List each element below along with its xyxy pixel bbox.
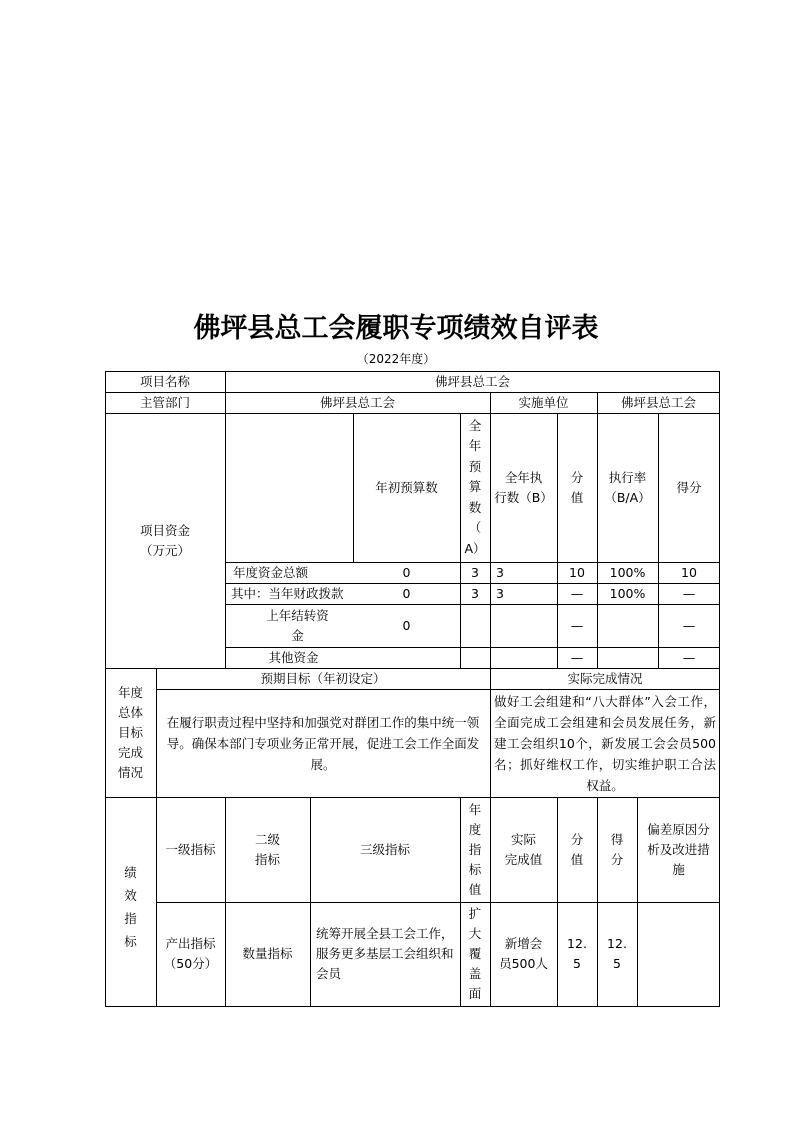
funds-row-rate: [597, 604, 658, 647]
header-level3: 三级指标: [359, 841, 410, 857]
funds-row-label: 上年结转资 金: [266, 607, 329, 643]
funds-row-score-value: —: [570, 617, 584, 633]
indicator-deviation: [637, 902, 720, 1006]
indicator-level1: 产出指标 （50分）: [163, 936, 218, 971]
funds-row-annual: 3: [471, 585, 479, 601]
funds-row-annual: 3: [471, 564, 479, 580]
implementing-unit-label: 实施单位: [518, 394, 569, 410]
funds-row-score: —: [682, 617, 696, 633]
indicator-annual-target: 扩 大 覆 盖 面: [468, 906, 482, 1001]
expected-goal-header: 预期目标（年初设定）: [260, 670, 386, 686]
funds-label: 项目资金 （万元）: [139, 522, 190, 558]
indicator-score: 12. 5: [607, 936, 627, 971]
year-label: （2022年度）: [356, 352, 436, 366]
indicator-actual-value: 新增会 员500人: [499, 936, 548, 971]
funds-row-score-value: 10: [569, 564, 585, 580]
indicators-label: 绩 效 指 标: [124, 864, 137, 949]
header-annual-budget: 全 年 预 算 数 （ A）: [464, 417, 486, 556]
funds-row-executed: [490, 647, 557, 668]
funds-row-executed: [490, 604, 557, 647]
funds-row-score: 10: [681, 564, 697, 580]
header-score: 得分: [676, 479, 702, 495]
goals-label: 年度 总体 目标 完成 情况: [117, 684, 143, 780]
header-indicator-score: 得 分: [610, 831, 624, 867]
funds-row-rate: 100%: [609, 564, 646, 580]
project-name-label: 项目名称: [139, 373, 190, 389]
header-deviation: 偏差原因分 析及改进措 施: [647, 821, 710, 877]
funds-row-score-value: —: [570, 649, 584, 665]
funds-row-label: 其中：当年财政拨款: [231, 585, 344, 601]
funds-row-initial: [353, 647, 460, 668]
funds-row-label: 年度资金总额: [233, 564, 309, 580]
funds-row-initial: 0: [402, 585, 411, 601]
funds-row-executed: 3: [496, 564, 504, 580]
header-executed: 全年执 行数（B）: [494, 469, 553, 505]
funds-row-annual: [460, 647, 490, 668]
header-exec-rate: 执行率 （B/A）: [604, 469, 651, 505]
funds-row-score-value: —: [570, 585, 584, 601]
funds-row-score: —: [682, 585, 696, 601]
department-label: 主管部门: [139, 394, 190, 410]
funds-row-score: —: [682, 649, 696, 665]
funds-row-initial: 0: [402, 564, 411, 580]
funds-row-annual: [460, 604, 490, 647]
actual-result-header: 实际完成情况: [567, 670, 643, 686]
funds-row-label: 其他资金: [268, 649, 319, 665]
header-actual-value: 实际 完成值: [504, 831, 543, 867]
implementing-unit-value: 佛坪县总工会: [620, 394, 696, 410]
funds-row-rate: 100%: [609, 585, 646, 601]
header-annual-target: 年 度 指 标 值: [468, 801, 482, 897]
header-level1: 一级指标: [165, 841, 216, 857]
indicator-level3: 统筹开展全县工会工作，服务更多基层工会组织和会员: [316, 926, 454, 981]
project-name-value: 佛坪县总工会: [434, 373, 510, 389]
header-initial-budget: 年初预算数: [375, 479, 438, 495]
funds-row-executed: 3: [496, 585, 504, 601]
page-title: 佛坪县总工会履职专项绩效自评表: [193, 313, 599, 344]
header-level2: 二级 指标: [254, 831, 280, 867]
header-indicator-score-value: 分 值: [570, 831, 584, 867]
grid-line: [105, 1006, 720, 1007]
funds-row-initial: 0: [402, 617, 411, 633]
expected-goal-text: 在履行职责过程中坚持和加强党对群团工作的集中统一领导。确保本部门专项业务正常开展，促进工会工作全面发展。: [166, 714, 480, 772]
indicator-level2: 数量指标: [242, 946, 293, 961]
department-value: 佛坪县总工会: [319, 394, 395, 410]
indicator-score-value: 12. 5: [567, 936, 587, 971]
funds-row-rate: [597, 647, 658, 668]
actual-result-text: 做好工会组建和“八大群体”入会工作，全面完成工会组建和会员发展任务，新建工会组织10个，新发展工会会员500名；抓好维权工作，切实维护职工合法权益。: [494, 693, 716, 793]
header-score-value: 分 值: [570, 469, 584, 505]
